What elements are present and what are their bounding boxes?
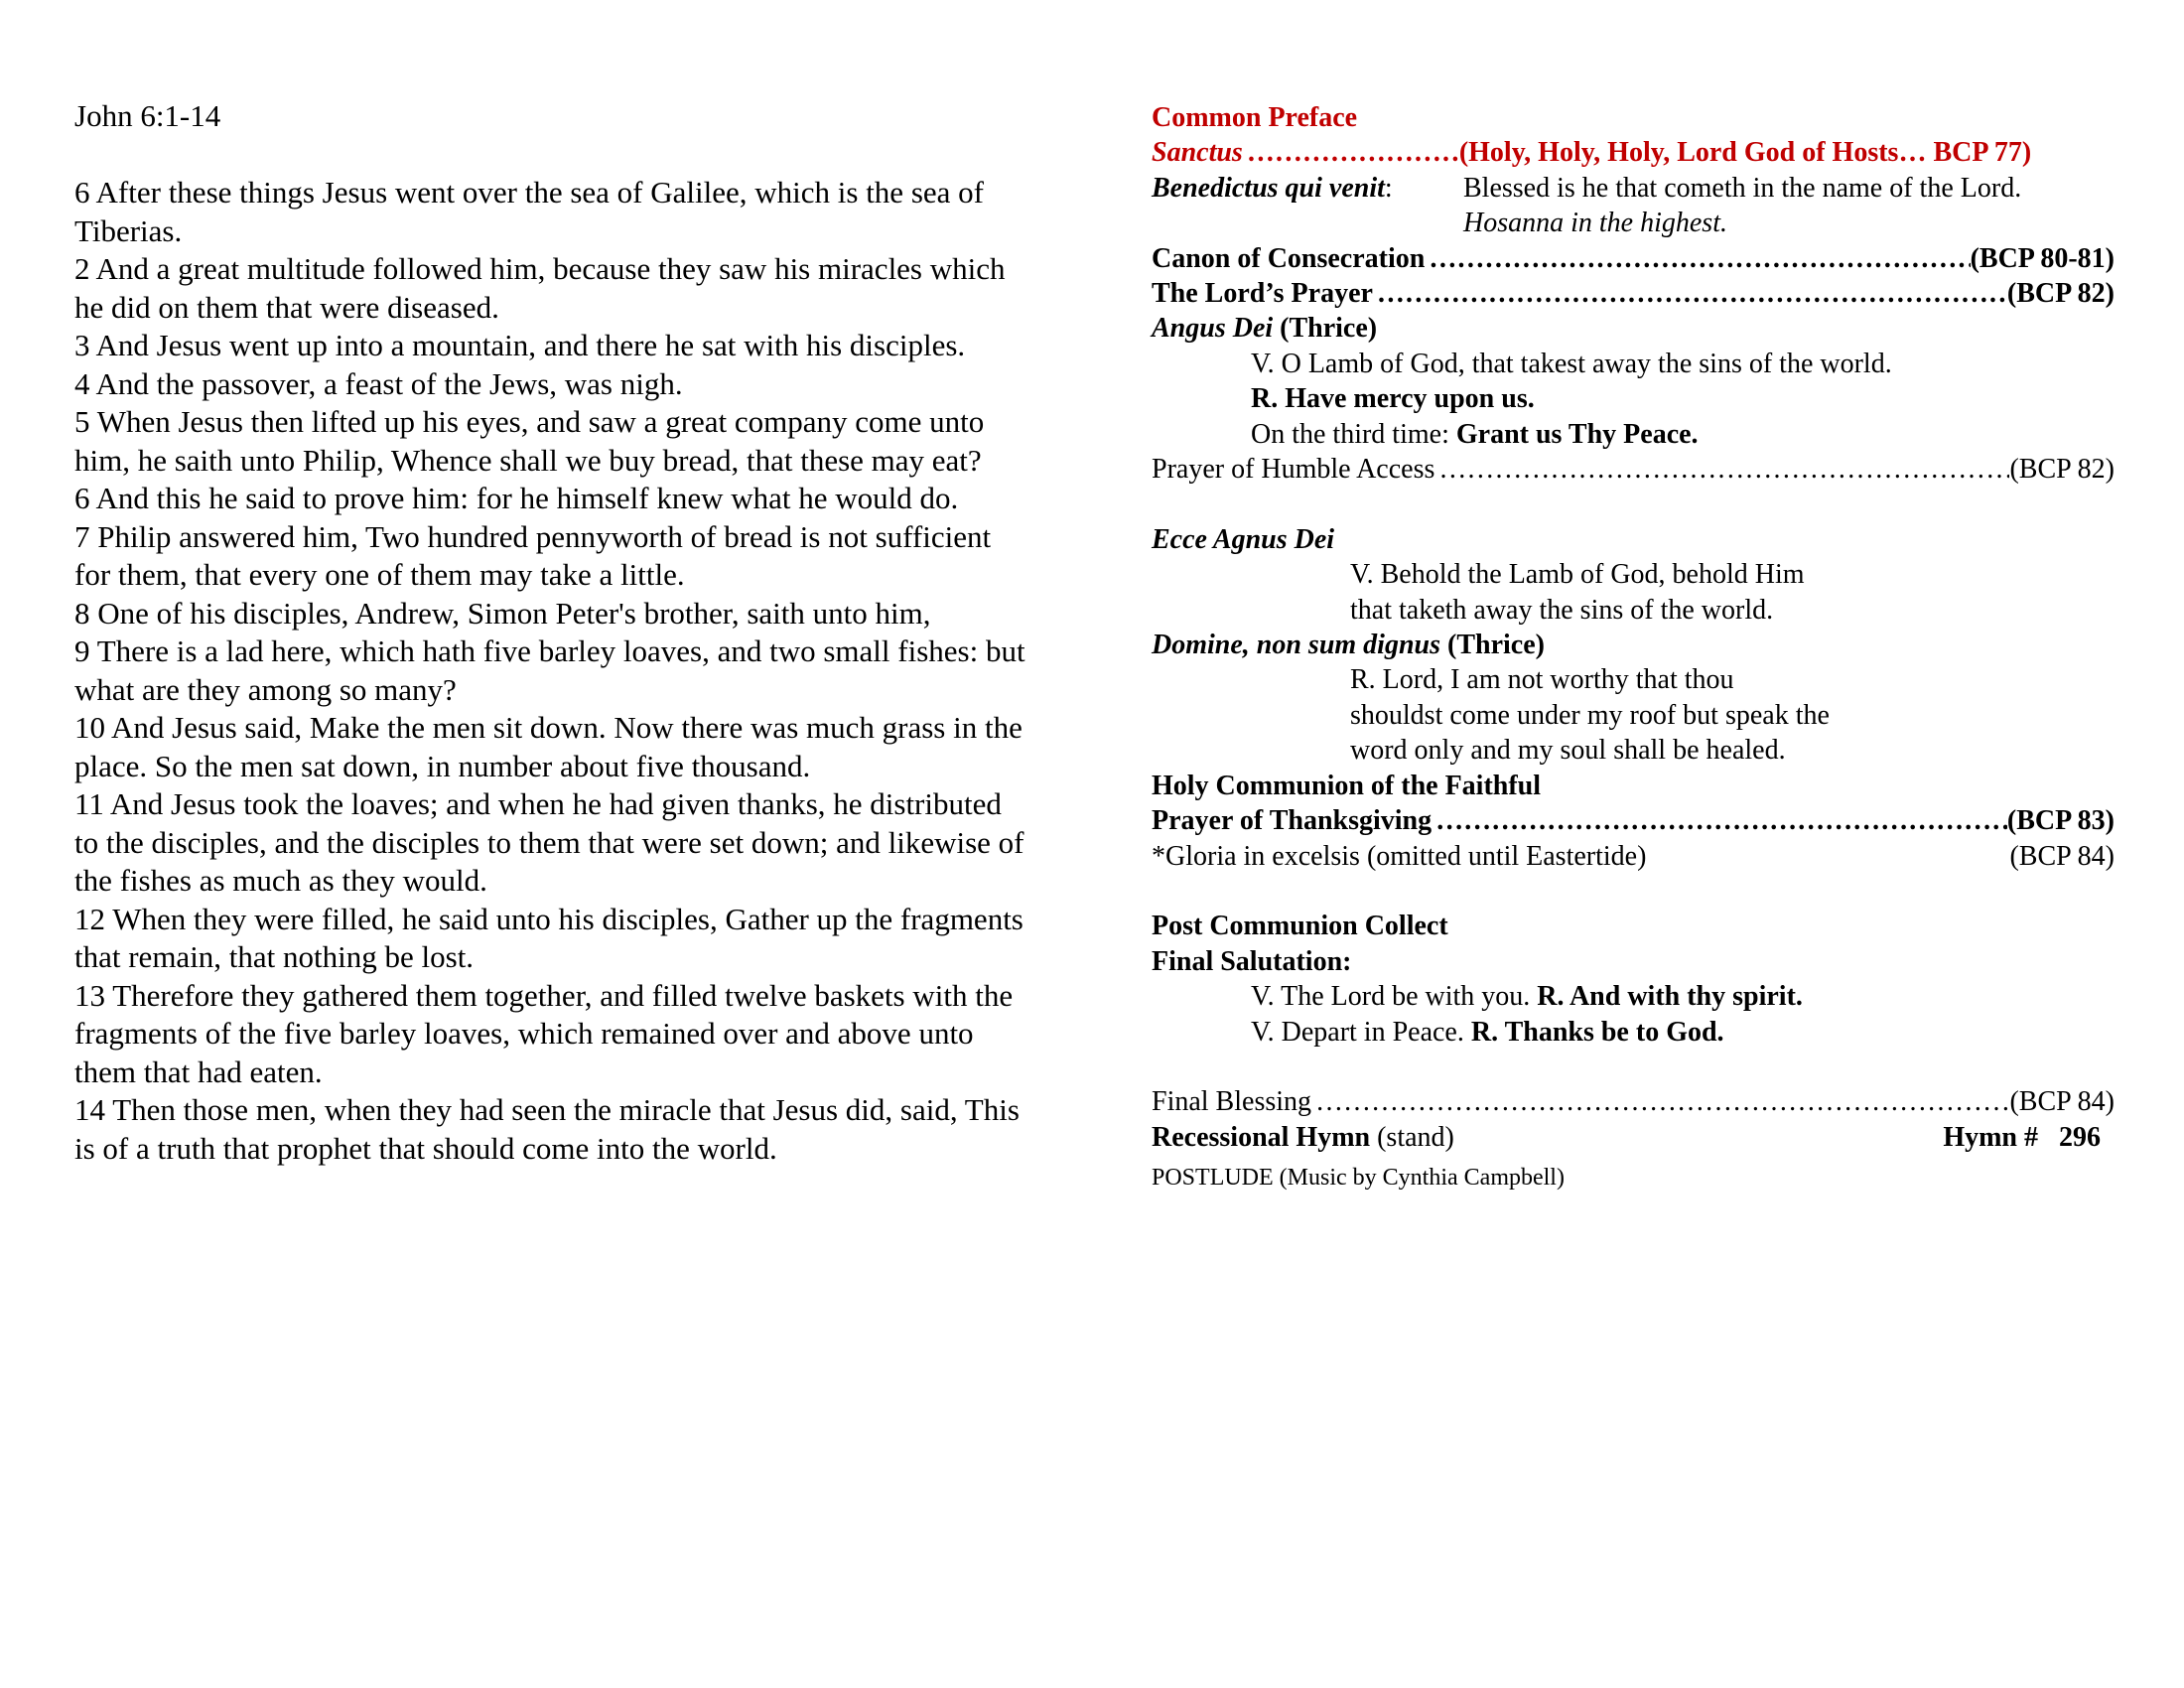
gloria-ref: (BCP 84) [2009, 840, 2115, 872]
final-blessing-line [1152, 1084, 2115, 1119]
verse: 4 And the passover, a feast of the Jews, was nigh. [74, 365, 683, 401]
liturgy-order [1152, 100, 2115, 1196]
ecce-line-1: V. Behold the Lamb of God, behold Him [1350, 559, 1805, 591]
salutation-versicle-1: V. The Lord be with you. [1251, 981, 1538, 1013]
leader-dots [1434, 452, 2009, 487]
leader-dots [1425, 241, 1970, 276]
canon-ref: (BCP 80-81) [1970, 242, 2115, 274]
domine-label: Domine, non sum dignus [1152, 630, 1440, 661]
leader-dots [1311, 1084, 2009, 1119]
leader-dots [1432, 803, 2007, 838]
gloria-line [1152, 839, 2115, 874]
post-communion-heading: Post Communion Collect [1152, 911, 1448, 942]
benedictus-line-1: Blessed is he that cometh in the name of the Lord. [1463, 172, 2022, 204]
verse: 10 And Jesus said, Make the men sit down. Now there was much grass in the place. So the men sat down, in number about five thousand. [74, 710, 1023, 783]
humble-access-label: Prayer of Humble Access [1152, 454, 1435, 486]
recessional-stand: (stand) [1370, 1121, 1454, 1153]
thanksgiving-line [1152, 803, 2115, 838]
verse: 11 And Jesus took the loaves; and when he had given thanks, he distributed to the disciples, and the disciples to them that were set down; and likewise of the fishes as much as they would. [74, 786, 1024, 898]
final-salutation-heading: Final Salutation: [1152, 945, 1352, 977]
domine-thrice: (Thrice) [1447, 630, 1545, 661]
holy-communion-heading: Holy Communion of the Faithful [1152, 770, 1542, 801]
domine-line-3: word only and my soul shall be healed. [1350, 735, 1786, 767]
postlude-note: POSTLUDE (Music by Cynthia Campbell) [1152, 1165, 1565, 1192]
final-blessing-label: Final Blessing [1152, 1086, 1312, 1118]
lords-prayer-line [1152, 276, 2115, 311]
ecce-heading: Ecce Agnus Dei [1152, 523, 1335, 555]
agnus-label: Angus Dei [1152, 313, 1274, 345]
agnus-third-prefix: On the third time: [1251, 418, 1456, 450]
verse: 14 Then those men, when they had seen the miracle that Jesus did, said, This is of a truth that prophet that should come into the world. [74, 1092, 1020, 1166]
gloria-label: *Gloria in excelsis (omitted until Eastertide) [1152, 840, 1647, 872]
humble-access-ref: (BCP 82) [2009, 454, 2115, 486]
benedictus-block [1152, 171, 2115, 241]
salutation-line-1 [1152, 979, 2115, 1014]
common-preface-heading: Common Preface [1152, 102, 1358, 133]
agnus-response: R. Have mercy upon us. [1251, 383, 1535, 415]
leader-dots [1243, 135, 1459, 170]
gospel-reading [74, 97, 1027, 1168]
salutation-versicle-2: V. Depart in Peace. [1251, 1016, 1471, 1048]
verse: 2 And a great multitude followed him, because they saw his miracles which he did on them that were diseased. [74, 251, 1006, 325]
verse: 12 When they were filled, he said unto his disciples, Gather up the fragments that remain, that nothing be lost. [74, 901, 1024, 974]
verse: 5 When Jesus then lifted up his eyes, and saw a great company come unto him, he saith unto Philip, Whence shall we buy bread, that these may eat? [74, 404, 985, 478]
recessional-label: Recessional Hymn [1152, 1121, 1371, 1153]
lords-prayer-label: The Lord’s Prayer [1152, 278, 1373, 310]
spacer [1152, 874, 2115, 909]
verse: 6 And this he said to prove him: for he himself knew what he would do. [74, 481, 959, 515]
benedictus-colon: : [1384, 172, 1393, 204]
sanctus-label: Sanctus [1152, 137, 1243, 169]
spacer [1152, 487, 2115, 521]
sanctus-line [1152, 135, 2115, 170]
sanctus-ref: (Holy, Holy, Holy, Lord God of Hosts… BCP 77) [1458, 137, 2032, 169]
agnus-thrice: (Thrice) [1280, 313, 1378, 345]
agnus-heading [1152, 311, 2115, 346]
benedictus-line-2: Hosanna in the highest. [1463, 208, 1727, 239]
reading-reference: John 6:1-14 [74, 98, 221, 133]
thanksgiving-label: Prayer of Thanksgiving [1152, 805, 1433, 837]
domine-heading [1152, 628, 2115, 662]
thanksgiving-ref: (BCP 83) [2006, 805, 2115, 837]
verse: 3 And Jesus went up into a mountain, and there he sat with his disciples. [74, 328, 966, 362]
final-blessing-ref: (BCP 84) [2009, 1086, 2115, 1118]
agnus-third-time [1152, 417, 2115, 452]
benedictus-label: Benedictus qui venit [1152, 172, 1385, 204]
humble-access-line [1152, 452, 2115, 487]
salutation-response-1: R. And with thy spirit. [1537, 981, 1803, 1013]
hymn-number: 296 [2059, 1121, 2101, 1153]
ecce-line-2: that taketh away the sins of the world. [1350, 594, 1774, 626]
recessional-line [1152, 1120, 2115, 1155]
hymn-label: Hymn # [1943, 1121, 2038, 1153]
salutation-response-2: R. Thanks be to God. [1470, 1016, 1724, 1048]
verse: 8 One of his disciples, Andrew, Simon Peter's brother, saith unto him, [74, 595, 931, 631]
verse: 7 Philip answered him, Two hundred pennyworth of bread is not sufficient for them, that every one of them may take a little. [74, 518, 992, 592]
domine-line-2: shouldst come under my roof but speak the [1350, 699, 1830, 731]
domine-line-1: R. Lord, I am not worthy that thou [1350, 664, 1734, 696]
agnus-versicle: V. O Lamb of God, that takest away the sins of the world. [1251, 348, 1892, 379]
agnus-third-response: Grant us Thy Peace. [1455, 418, 1699, 450]
lords-prayer-ref: (BCP 82) [2006, 278, 2115, 310]
leader-dots [1373, 276, 2007, 311]
verse: 13 Therefore they gathered them together, and filled twelve baskets with the fragments of the five barley loaves, which remained over and above unto them that had eaten. [74, 977, 1014, 1089]
verse: 9 There is a lad here, which hath five barley loaves, and two small fishes: but what are they among so many? [74, 633, 1025, 707]
salutation-line-2 [1152, 1015, 2115, 1050]
verse: 6 After these things Jesus went over the sea of Galilee, which is the sea of Tiberias. [74, 175, 984, 248]
canon-line [1152, 241, 2115, 276]
canon-label: Canon of Consecration [1152, 242, 1426, 274]
spacer [1152, 1050, 2115, 1084]
